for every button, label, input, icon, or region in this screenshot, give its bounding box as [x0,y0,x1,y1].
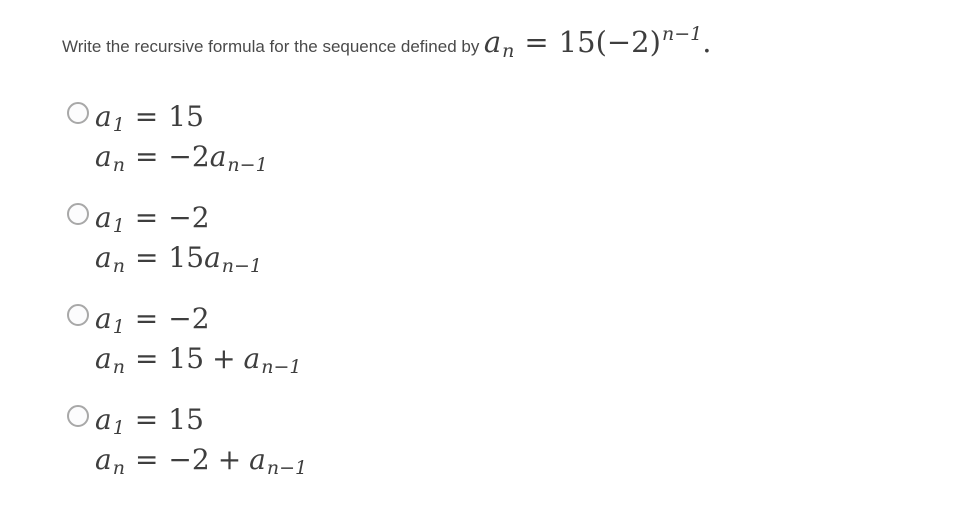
radio-button-option-4[interactable] [67,405,89,427]
question-text [62,14,951,71]
math-variable: a [95,403,112,436]
math-subscript: 1 [112,114,125,136]
math-equals: = [134,201,159,234]
option-3-formulas [95,299,301,379]
math-subscript: 1 [112,215,125,237]
math-value: 15 [168,342,205,375]
formula-recursive-rule [95,238,262,278]
formula-initial-term [95,97,268,137]
formula-initial-term [95,400,307,440]
question-prefix: Write the recursive formula for the sequence defined by [62,37,480,56]
radio-button-option-1[interactable] [67,102,89,124]
math-variable: a [95,443,112,476]
math-value: −2 [168,140,210,173]
math-coefficient: 15(−2) [558,25,661,59]
math-equals: = [134,302,159,335]
math-variable: a [243,342,261,375]
math-equals: = [134,443,159,476]
math-value: −2 [168,302,210,335]
math-variable: a [95,241,112,274]
math-subscript: n [112,154,125,176]
math-subscript: n [112,457,125,479]
answer-option-1[interactable] [62,97,951,177]
formula-initial-term [95,198,262,238]
formula-recursive-rule [95,440,307,480]
math-subscript: 1 [112,316,125,338]
math-variable: a [95,201,112,234]
math-subscript: n−1 [261,356,302,378]
math-operator: + [217,443,242,476]
radio-button-option-3[interactable] [67,304,89,326]
answer-option-4[interactable] [62,400,951,480]
math-equals: = [134,241,159,274]
math-variable: a [95,302,112,335]
math-equals: = [134,403,159,436]
math-equals: = [524,25,549,59]
math-superscript: n−1 [661,23,703,45]
option-1-formulas [95,97,268,177]
math-variable: a [249,443,266,476]
math-variable: a [95,100,112,133]
question-inline-math [483,23,712,62]
math-subscript: n−1 [227,154,268,176]
math-subscript: n [112,255,125,277]
math-variable: a [209,140,227,173]
math-subscript: n [502,40,515,62]
math-equals: = [134,140,159,173]
math-equals: = [134,342,159,375]
math-period: . [702,25,712,59]
formula-initial-term [95,299,301,339]
math-equals: = [134,100,159,133]
math-subscript: n−1 [266,457,308,479]
math-variable: a [95,140,112,173]
math-value: −2 [168,201,210,234]
formula-recursive-rule [95,339,301,379]
formula-recursive-rule [95,137,268,177]
math-value: 15 [168,241,205,274]
answer-option-2[interactable] [62,198,951,278]
math-operator: + [212,342,236,375]
math-value: −2 [168,443,210,476]
math-variable: a [483,25,502,59]
radio-button-option-2[interactable] [67,203,89,225]
answer-options-list [62,97,951,480]
math-subscript: n [112,356,125,378]
math-subscript: 1 [112,417,125,439]
math-value: 15 [168,403,204,436]
math-subscript: n−1 [221,255,263,277]
answer-option-3[interactable] [62,299,951,379]
math-variable: a [95,342,112,375]
math-value: 15 [168,100,204,133]
option-4-formulas [95,400,307,480]
math-variable: a [204,241,221,274]
option-2-formulas [95,198,262,278]
